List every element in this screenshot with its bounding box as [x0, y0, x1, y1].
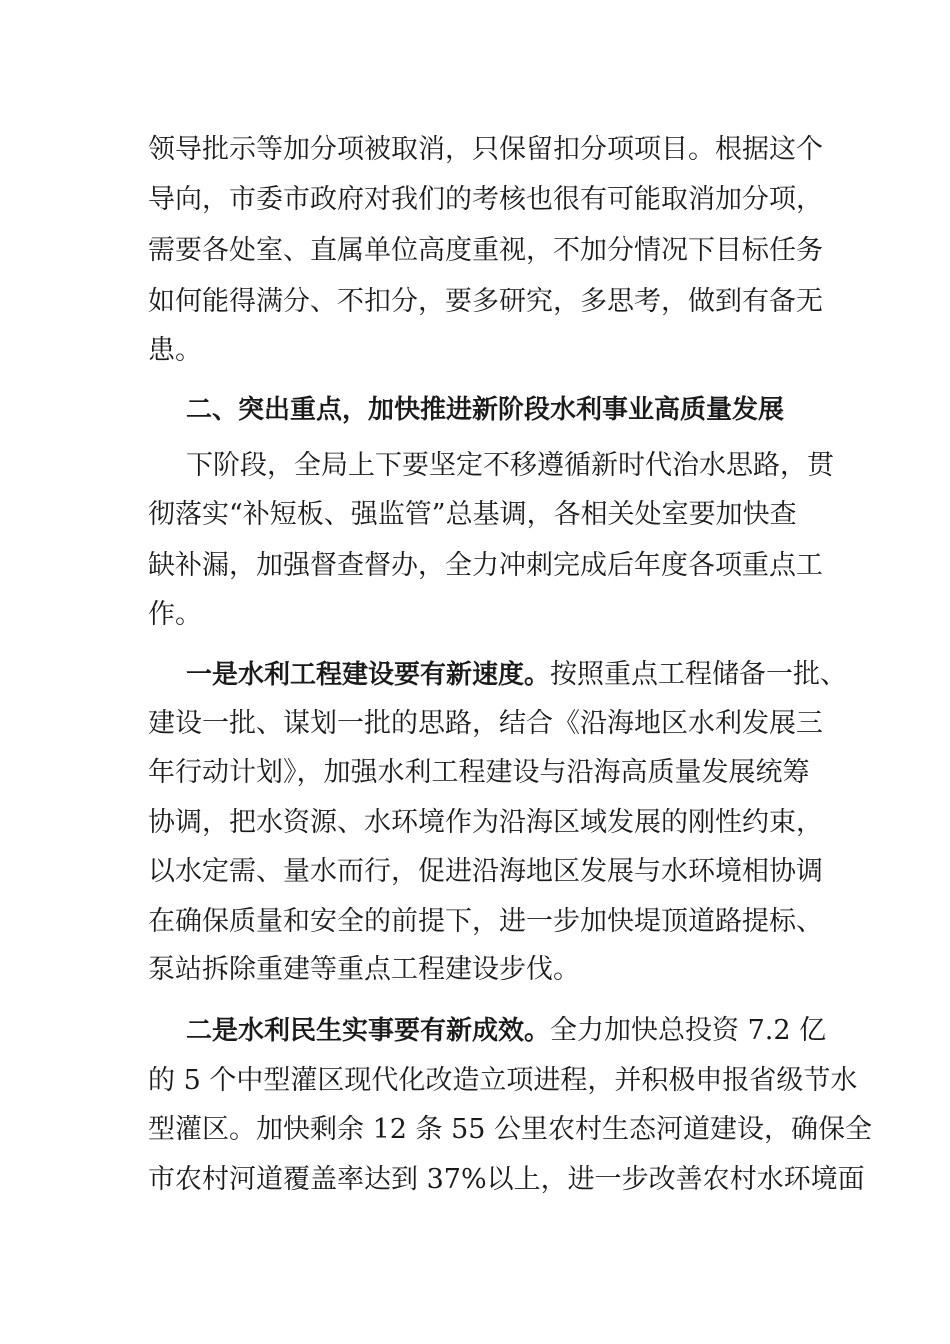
paragraph-line: 下阶段，全局上下要坚定不移遵循新时代治水思路，贯: [186, 450, 834, 481]
section-heading: 二、突出重点，加快推进新阶段水利事业高质量发展: [186, 395, 785, 425]
paragraph-line: 协调，把水资源、水环境作为沿海区域发展的刚性约束，: [148, 807, 823, 838]
paragraph-line: 市农村河道覆盖率达到 37%以上，进一步改善农村水环境面: [148, 1164, 865, 1195]
item1-bold-lead: 一是水利工程建设要有新速度。: [186, 660, 551, 690]
paragraph-line: 建设一批、谋划一批的思路，结合《沿海地区水利发展三: [148, 708, 823, 739]
item2-lead-rest: 全力加快总投资 7.2 亿: [550, 1015, 827, 1046]
item2-first-line: [0, 1007, 950, 1055]
paragraph-line: 患。: [148, 335, 202, 366]
paragraph-line: 作。: [148, 599, 202, 630]
paragraph-line: 彻落实“补短板、强监管”总基调，各相关处室要加快查: [148, 499, 797, 530]
paragraph-line: 领导批示等加分项被取消，只保留扣分项项目。根据这个: [148, 134, 823, 165]
paragraph-line: 型灌区。加快剩余 12 条 55 公里农村生态河道建设，确保全: [148, 1114, 873, 1145]
paragraph-line: 的 5 个中型灌区现代化改造立项进程，并积极申报省级节水: [148, 1065, 858, 1096]
paragraph-line: 缺补漏，加强督查督办，全力冲刺完成后年度各项重点工: [148, 550, 823, 581]
item2-bold-lead: 二是水利民生实事要有新成效。: [186, 1016, 551, 1046]
paragraph-line: 需要各处室、直属单位高度重视，不加分情况下目标任务: [148, 235, 823, 266]
item1-lead-rest: 按照重点工程储备一批、: [550, 659, 848, 690]
paragraph-line: 如何能得满分、不扣分，要多研究，多思考，做到有备无: [148, 286, 823, 317]
paragraph-line: 以水定需、量水而行，促进沿海地区发展与水环境相协调: [148, 856, 823, 887]
paragraph-line: 在确保质量和安全的前提下，进一步加快堤顶道路提标、: [148, 906, 823, 937]
paragraph-line: 导向，市委市政府对我们的考核也很有可能取消加分项，: [148, 184, 823, 215]
item1-first-line: [0, 651, 950, 699]
paragraph-line: 年行动计划》，加强水利工程建设与沿海高质量发展统筹: [148, 757, 810, 788]
paragraph-line: 泵站拆除重建等重点工程建设步伐。: [148, 954, 580, 985]
